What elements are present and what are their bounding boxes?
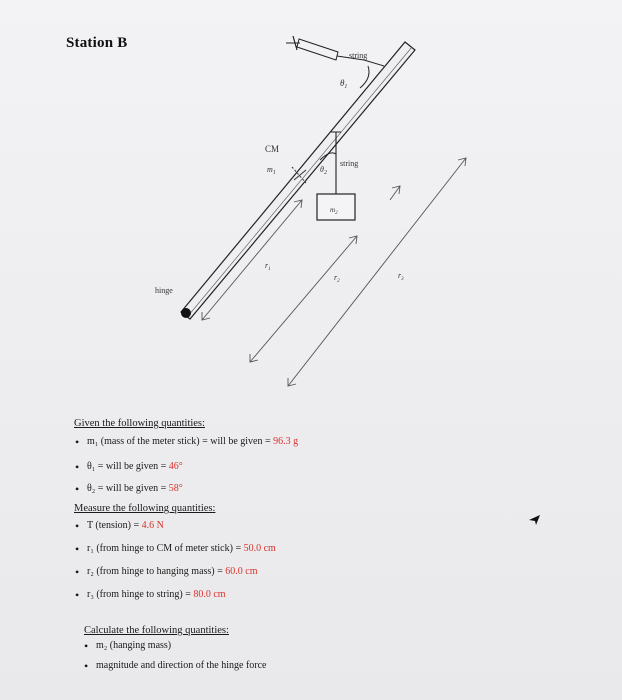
calculate-item-1: • m₂ (hanging mass) bbox=[96, 640, 171, 651]
hanging-mass-box bbox=[317, 194, 355, 220]
measure-r3-item: • r₃ (from hinge to string) = 80.0 cm bbox=[87, 589, 226, 600]
r3-value: 80.0 cm bbox=[193, 589, 226, 600]
r1-value: 50.0 cm bbox=[243, 543, 276, 554]
string-top-label: string bbox=[349, 51, 368, 60]
r3-label: $r_3$ bbox=[398, 271, 404, 282]
r2-label: $r_2$ bbox=[334, 273, 340, 284]
hinge-label: hinge bbox=[155, 286, 173, 295]
top-string bbox=[286, 36, 384, 88]
theta1-value: 46° bbox=[168, 461, 183, 472]
given-header: Given the following quantities: bbox=[74, 418, 205, 429]
theta2-label: $\theta_2$ bbox=[320, 165, 327, 176]
measure-tension-item: • T (tension) = 4.6 N bbox=[87, 520, 164, 531]
calculate-section bbox=[84, 625, 229, 636]
given-section bbox=[74, 418, 205, 429]
r3-upper-arrow bbox=[390, 186, 400, 200]
theta2-value: 58° bbox=[168, 483, 183, 494]
r1-label: $r_1$ bbox=[265, 261, 271, 272]
calculate-item-2: • magnitude and direction of the hinge force bbox=[96, 660, 267, 671]
given-m1-item: • m₁ (mass of the meter stick) = will be given = 96.3 g bbox=[87, 436, 298, 447]
given-theta2-item: • θ₂ = will be given = 58° bbox=[87, 483, 183, 494]
r3-arrow bbox=[288, 158, 466, 386]
r2-value: 60.0 cm bbox=[225, 566, 258, 577]
m1-value: 96.3 g bbox=[273, 436, 299, 447]
measure-header: Measure the following quantities: bbox=[74, 503, 216, 514]
measure-section bbox=[74, 503, 215, 514]
measure-r1-item: • r₁ (from hinge to CM of meter stick) = 50.0 cm bbox=[87, 543, 276, 554]
theta1-label: $\theta_1$ bbox=[340, 78, 348, 90]
meter-stick bbox=[181, 42, 415, 319]
r1-arrow bbox=[202, 200, 302, 320]
mouse-cursor-icon bbox=[528, 513, 542, 527]
m1-label: $m_1$ bbox=[267, 165, 276, 176]
r2-arrow bbox=[250, 236, 357, 362]
calculate-header: Calculate the following quantities: bbox=[84, 625, 229, 636]
measure-r2-item: • r₂ (from hinge to hanging mass) = 60.0 cm bbox=[87, 566, 258, 577]
given-theta1-item: • θ₁ = will be given = 46° bbox=[87, 461, 183, 472]
string-mid-label: string bbox=[340, 159, 359, 168]
tension-value: 4.6 N bbox=[141, 520, 164, 531]
cm-label: CM bbox=[265, 144, 280, 154]
page-title: Station B bbox=[66, 35, 128, 51]
m2-label: $m_2$ bbox=[330, 206, 338, 216]
hinge-dot bbox=[181, 308, 191, 318]
